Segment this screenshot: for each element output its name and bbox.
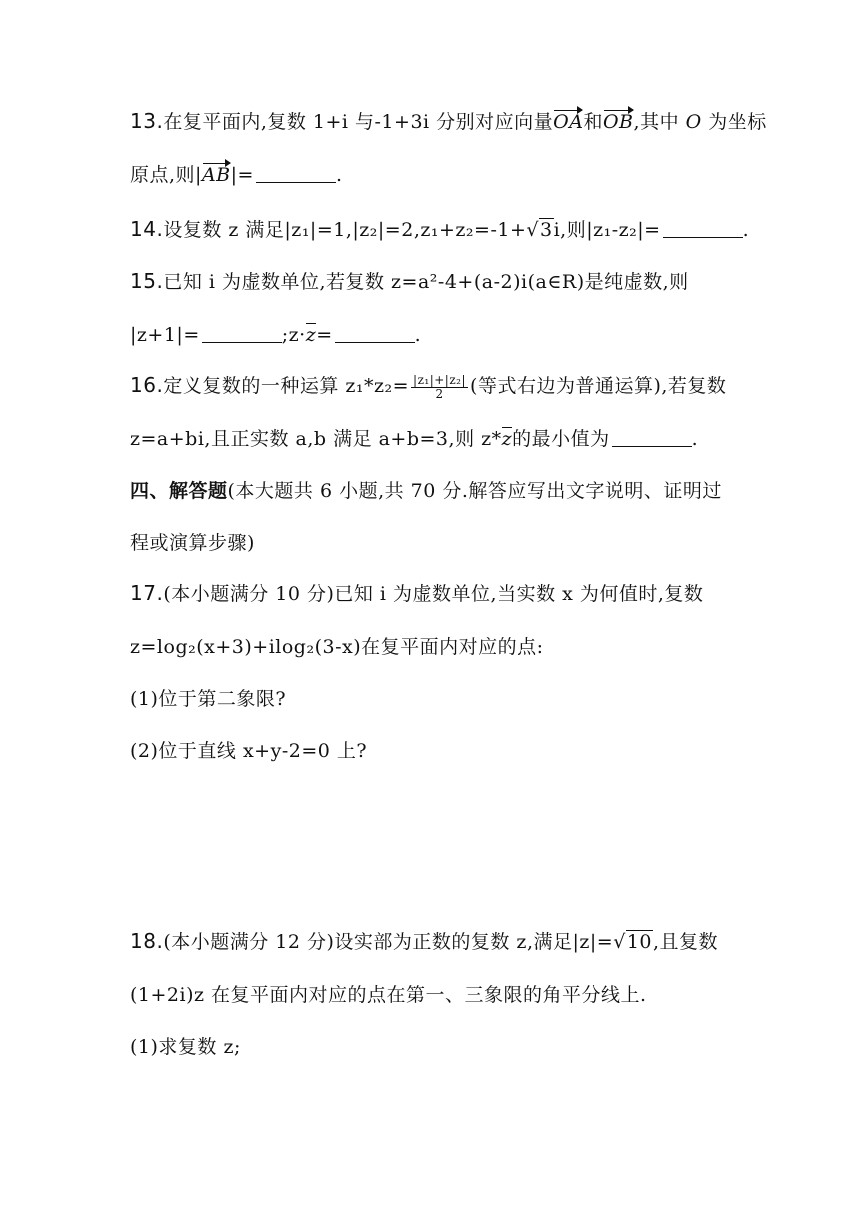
sqrt-10: √10	[613, 931, 653, 953]
section-instructions-cont: 程或演算步骤)	[130, 532, 255, 554]
q15-line1	[130, 268, 689, 295]
vector-oa: OA	[553, 111, 584, 133]
q13-number: 13.	[130, 109, 164, 133]
q14-end: .	[742, 219, 750, 241]
z-conjugate: z	[305, 324, 317, 346]
q16-line2a: z=a+bi,且正实数 a,b 满足 a+b=3,则 z*	[130, 428, 502, 450]
answer-blank	[663, 219, 743, 238]
sqrt-3: √3	[526, 219, 553, 241]
q17-part2	[130, 738, 367, 764]
q15-line2	[130, 322, 421, 348]
q13-text-a: 在复平面内,复数 1+i 与-1+3i 分别对应向量	[163, 111, 554, 133]
q17-text: (本小题满分 10 分)已知 i 为虚数单位,当实数 x 为何值时,复数	[163, 583, 704, 605]
q18-part1-text: (1)求复数 z;	[130, 1036, 241, 1058]
z-conjugate: z	[501, 428, 513, 450]
q16-line2c: .	[691, 428, 699, 450]
q15-line2c: =	[316, 324, 333, 346]
q13-text-c: 为坐标	[701, 111, 767, 133]
vector-ob: OB	[602, 111, 634, 133]
q18-text-b: ,且复数	[653, 931, 719, 953]
q16-line2	[130, 426, 698, 452]
q13-line2	[130, 162, 343, 188]
q18-line1	[130, 928, 718, 955]
q14-text2: i,则|z₁-z₂|=	[553, 219, 661, 241]
q15-line2b: ;z·	[281, 324, 306, 346]
q16-line2b: 的最小值为	[512, 428, 610, 450]
q16-line1	[130, 372, 726, 401]
q13-text-b: ,其中	[633, 111, 686, 133]
q15-line2d: .	[414, 324, 422, 346]
q13-origin: O	[685, 111, 702, 133]
q14-text: 设复数 z 满足|z₁|=1,|z₂|=2,z₁+z₂=-1+	[163, 219, 527, 241]
fraction: $\frac{\text{|z₁|+|z₂|}}{2}$	[413, 372, 467, 401]
q18-text: (本小题满分 12 分)设实部为正数的复数 z,满足|z|=	[163, 931, 614, 953]
q17-part1	[130, 686, 286, 712]
q15-text: 已知 i 为虚数单位,若复数 z=a²-4+(a-2)i(a∈R)是纯虚数,则	[163, 271, 689, 293]
q13-line2c: .	[335, 164, 343, 186]
q13-line2a: 原点,则|	[130, 164, 202, 186]
q17-text2: z=log₂(x+3)+ilog₂(3-x)在复平面内对应的点:	[130, 636, 544, 658]
section4-line1	[130, 478, 722, 504]
q17-part2-text: (2)位于直线 x+y-2=0 上?	[130, 740, 368, 762]
q17-number: 17.	[130, 581, 164, 605]
q14-line	[130, 216, 749, 243]
q16-text-b: (等式右边为普通运算),若复数	[470, 375, 727, 397]
q13-and: 和	[583, 111, 603, 133]
section-title: 四、解答题	[130, 480, 228, 502]
q16-number: 16.	[130, 373, 164, 397]
section4-line2	[130, 530, 255, 556]
vector-ab: AB	[201, 164, 231, 186]
section-instructions: (本大题共 6 小题,共 70 分.解答应写出文字说明、证明过	[227, 480, 722, 502]
q17-part1-text: (1)位于第二象限?	[130, 688, 287, 710]
q13-line2b: |=	[230, 164, 254, 186]
q17-line1	[130, 580, 703, 607]
q18-line2	[130, 982, 647, 1008]
answer-blank	[612, 428, 692, 447]
q14-number: 14.	[130, 217, 164, 241]
answer-blank	[256, 164, 336, 183]
q18-part1	[130, 1034, 241, 1060]
q13-line1	[130, 108, 767, 135]
answer-blank	[335, 324, 415, 343]
q15-number: 15.	[130, 269, 164, 293]
q18-text2: (1+2i)z 在复平面内对应的点在第一、三象限的角平分线上.	[130, 984, 647, 1006]
answer-blank	[202, 324, 282, 343]
q15-line2a: |z+1|=	[130, 324, 200, 346]
q18-number: 18.	[130, 929, 164, 953]
q17-line2	[130, 634, 544, 660]
q16-text-a: 定义复数的一种运算 z₁*z₂=	[163, 375, 410, 397]
